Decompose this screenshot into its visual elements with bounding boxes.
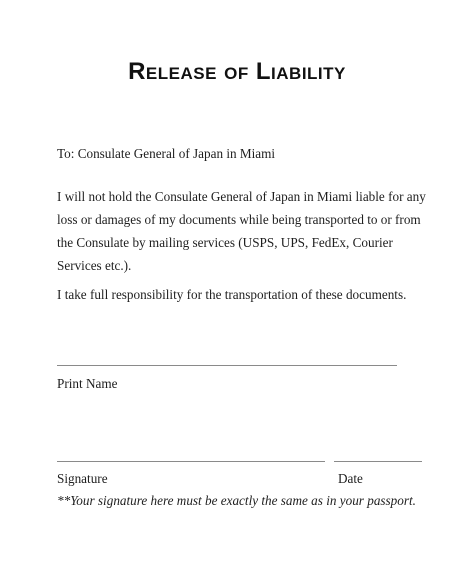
date-line — [334, 461, 422, 462]
signature-label: Signature — [57, 471, 108, 486]
print-name-line — [57, 365, 397, 366]
print-name-label: Print Name — [57, 376, 118, 391]
document-title: Release of Liability — [128, 58, 346, 85]
liability-paragraph: I will not hold the Consulate General of Japan in Miami liable for any loss or damages of my documents while being transported to or from the Consulate by mailing services (USPS, UPS, FedEx, Courier Services etc.). — [57, 189, 426, 273]
date-label: Date — [338, 471, 363, 486]
addressee-line: To: Consulate General of Japan in Miami — [57, 146, 276, 161]
signature-line — [57, 461, 325, 462]
responsibility-paragraph: I take full responsibility for the transportation of these documents. — [57, 287, 407, 302]
passport-signature-note: **Your signature here must be exactly the same as in your passport. — [57, 493, 416, 508]
